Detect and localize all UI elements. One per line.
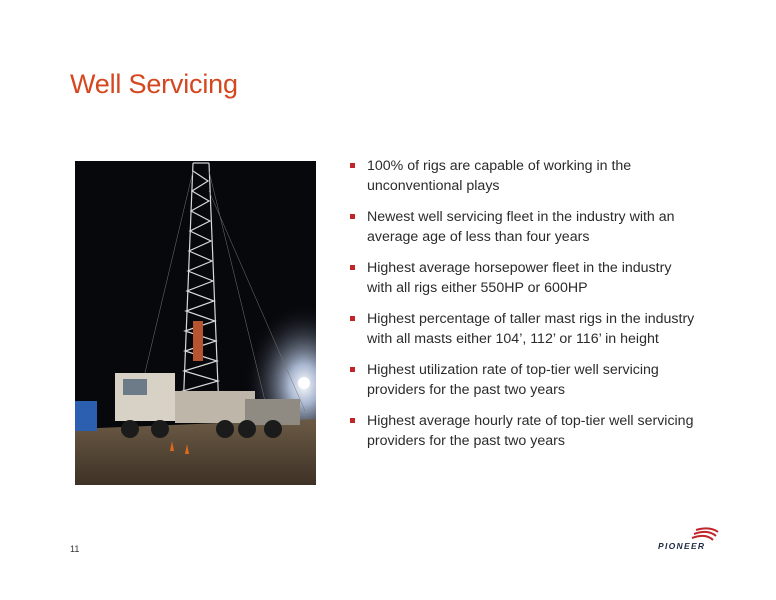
bullet-marker — [350, 316, 355, 321]
logo-text: PIONEER — [658, 541, 706, 551]
bullet-marker — [350, 367, 355, 372]
bullet-text: Highest average horsepower fleet in the industry with all rigs either 550HP or 600HP — [367, 260, 672, 296]
page-number: 11 — [70, 544, 80, 554]
bullet-marker — [350, 214, 355, 219]
bullet-item — [350, 361, 695, 400]
bullet-item — [350, 208, 695, 247]
bullet-list — [350, 157, 695, 463]
bullet-text: Newest well servicing fleet in the industry with an average age of less than four years — [367, 209, 675, 245]
bullet-marker — [350, 418, 355, 423]
bullet-marker — [350, 265, 355, 270]
slide-title: Well Servicing — [70, 69, 238, 99]
bullet-text: Highest average hourly rate of top-tier well servicing providers for the past two years — [367, 413, 694, 449]
bullet-item — [350, 259, 695, 298]
bullet-text: Highest utilization rate of top-tier well servicing providers for the past two years — [367, 362, 659, 398]
bullet-item — [350, 310, 695, 349]
pioneer-logo — [658, 526, 724, 552]
well-servicing-rig-photo — [75, 161, 316, 485]
bullet-text: 100% of rigs are capable of working in the unconventional plays — [367, 158, 632, 194]
bullet-item — [350, 157, 695, 196]
bullet-item — [350, 412, 695, 451]
bullet-marker — [350, 163, 355, 168]
logo-swoosh-icon — [658, 526, 724, 542]
bullet-text: Highest percentage of taller mast rigs in the industry with all masts either 104’, 112’ or 116’ in height — [367, 311, 695, 347]
